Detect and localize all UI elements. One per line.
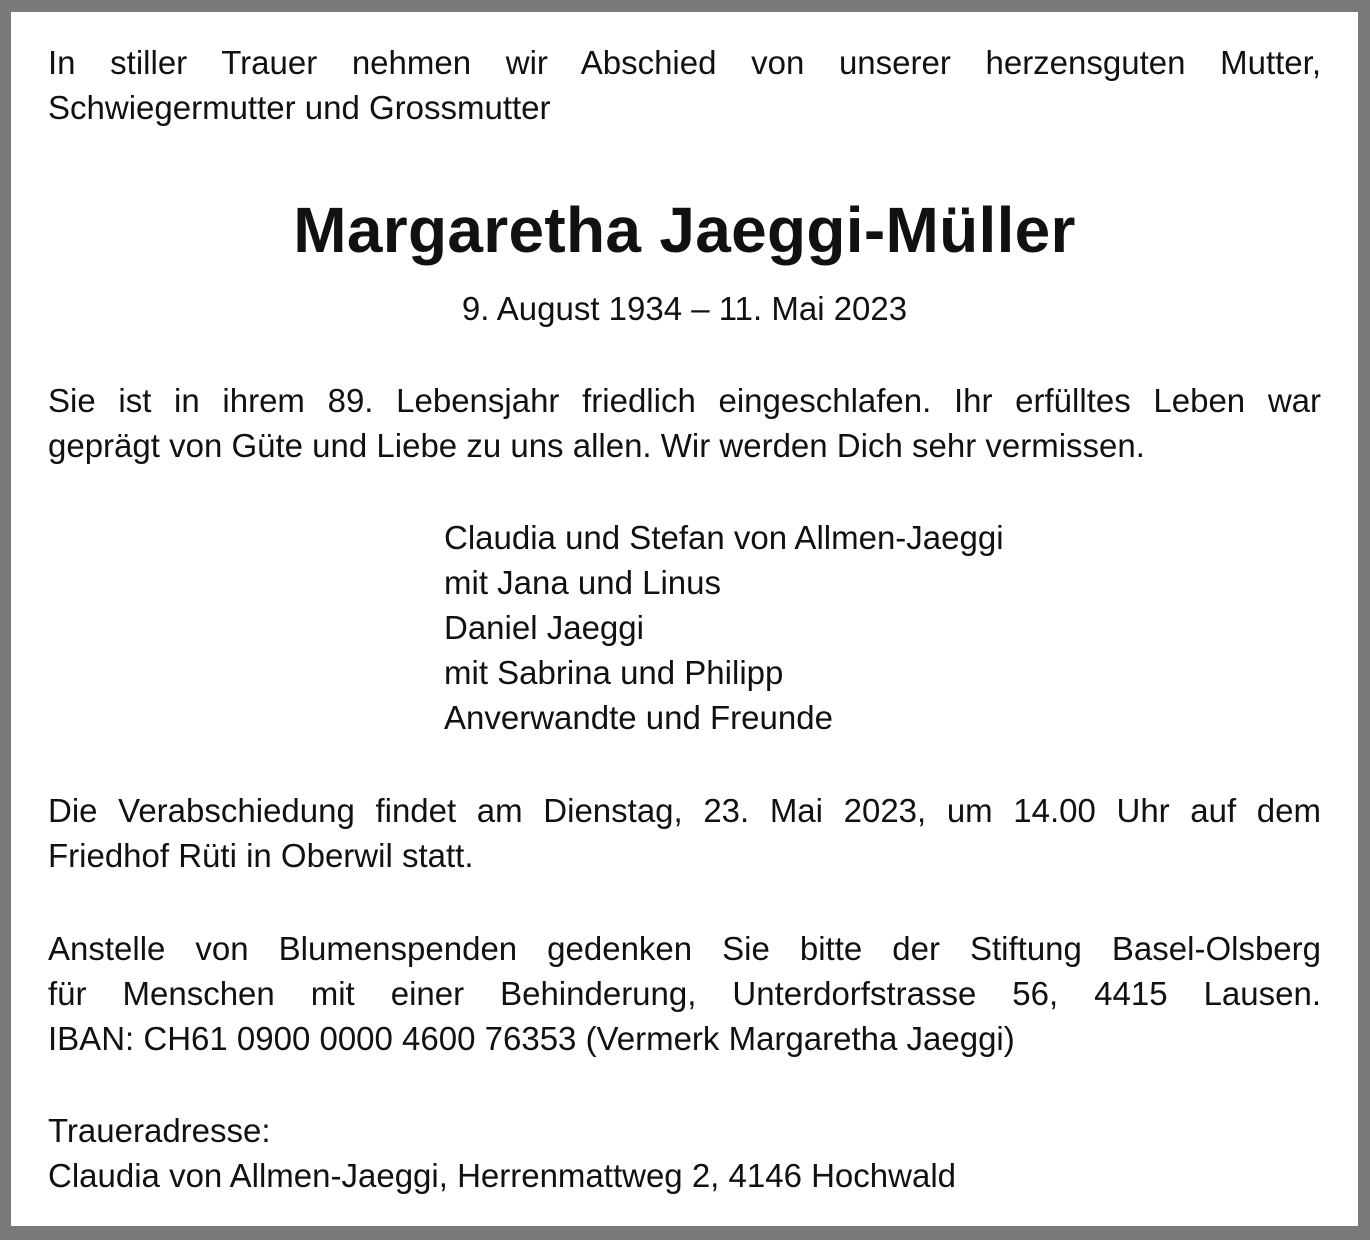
donation-line-1: Anstelle von Blumenspenden gedenken Sie bitte der Stiftung Basel-Olsberg (48, 930, 1321, 967)
donation-text (48, 926, 1321, 1061)
tribute-line-1: Sie ist in ihrem 89. Lebensjahr friedlich eingeschlafen. Ihr erfülltes Leben war (48, 382, 1321, 419)
deceased-name: Margaretha Jaeggi-Müller (293, 194, 1076, 266)
mourner-line: Claudia und Stefan von Allmen-Jaeggi (444, 519, 1004, 556)
donation-line-3: IBAN: CH61 0900 0000 4600 76353 (Vermerk Margaretha Jaeggi) (48, 1020, 1015, 1057)
tribute-text (48, 378, 1321, 468)
mourner-line: Daniel Jaeggi (444, 609, 644, 646)
intro-line-1: In stiller Trauer nehmen wir Abschied von unserer herzensguten Mutter, (48, 44, 1321, 81)
mourner-line: mit Jana und Linus (444, 564, 722, 601)
intro-text (48, 40, 1321, 130)
service-line-2: Friedhof Rüti in Oberwil statt. (48, 837, 474, 874)
obituary-notice (11, 12, 1358, 1226)
mourning-address (48, 1108, 956, 1198)
mourners-list (444, 515, 1004, 740)
service-line-1: Die Verabschiedung findet am Dienstag, 23. Mai 2023, um 14.00 Uhr auf dem (48, 792, 1321, 829)
tribute-line-2: geprägt von Güte und Liebe zu uns allen. Wir werden Dich sehr vermissen. (48, 427, 1145, 464)
address-value: Claudia von Allmen-Jaeggi, Herrenmattweg 2, 4146 Hochwald (48, 1157, 956, 1194)
life-dates: 9. August 1934 – 11. Mai 2023 (461, 290, 908, 327)
mourner-line: mit Sabrina und Philipp (444, 654, 784, 691)
service-text (48, 788, 1321, 878)
address-label: Traueradresse: (48, 1112, 271, 1149)
mourner-line: Anverwandte und Freunde (444, 699, 833, 736)
intro-line-2: Schwiegermutter und Grossmutter (48, 89, 551, 126)
donation-line-2: für Menschen mit einer Behinderung, Unterdorfstrasse 56, 4415 Lausen. (48, 975, 1321, 1012)
